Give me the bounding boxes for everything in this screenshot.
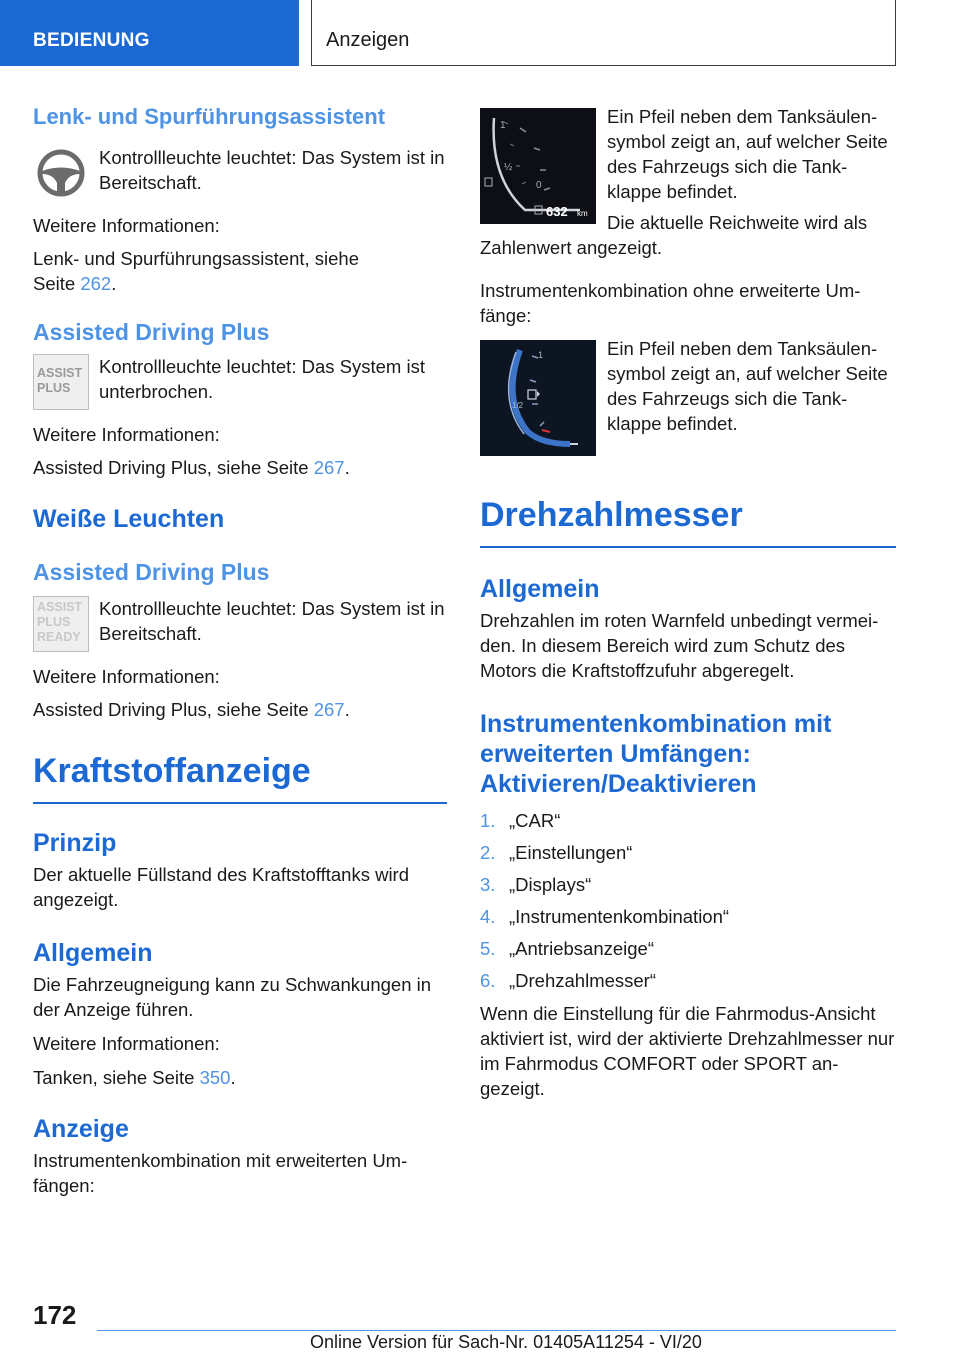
fuel-std-half-mark: 1/2 [512, 401, 524, 410]
prinzip-text: Der aktuelle Füllstand des Kraftstofftanks wird angezeigt. [33, 864, 409, 910]
list-item: 4. „Instrumentenkombination“ [480, 906, 730, 927]
img1-description: Ein Pfeil neben dem Tanksäulen‐symbol zeigt an, auf welcher Seite des Fahrzeugs sich die Tank‐klappe befindet. [607, 106, 888, 202]
assist-1-icon-line1: ASSIST [37, 366, 83, 380]
list-item: 2. „Einstellungen“ [480, 842, 633, 863]
img2-description: Ein Pfeil neben dem Tanksäulen‐symbol zeigt an, auf welcher Seite des Fahrzeugs sich die Tank‐klappe befindet. [607, 338, 888, 434]
assist-2-more-info: Weitere Informationen: [33, 666, 220, 687]
list-item: 1. „CAR“ [480, 810, 561, 831]
assist-2-icon-line1: ASSIST [37, 600, 83, 614]
fuel-empty-mark: 0 [536, 180, 542, 191]
lenk-indicator-row [33, 145, 447, 201]
steps-list [480, 805, 896, 997]
page-header [0, 0, 960, 66]
assist-2-page-link[interactable]: 267 [313, 699, 345, 720]
allgemein-left-text: Die Fahrzeugneigung kann zu Schwankungen in der Anzeige führen. [33, 974, 432, 1020]
heading-fuel-gauge: Kraftstoffanzeige [33, 750, 447, 804]
assist-1-page-link[interactable]: 267 [313, 457, 345, 478]
right-column [480, 100, 896, 1101]
lenk-more-info: Weitere Informationen: [33, 215, 220, 236]
heading-assist-1: Assisted Driving Plus [33, 319, 270, 345]
assist-2-icon-line2: PLUS [37, 615, 71, 629]
allgemein-left-ref-text: Tanken, siehe Seite [33, 1067, 200, 1088]
list-item: 3. „Displays“ [480, 874, 592, 895]
heading-instr-activate: Instrumentenkombination mit erweiterten Umfängen: Aktivieren/Deaktivieren [480, 710, 832, 798]
assist-1-icon-line2: PLUS [37, 381, 71, 395]
heading-lenk: Lenk- und Spurführungsassistent [33, 104, 386, 129]
fuel-range-value: 632 [546, 204, 568, 219]
section-tab: BEDIENUNG [0, 0, 299, 66]
fuel-half-mark: ½ [504, 162, 513, 173]
fuel-std-full-mark: 1 [538, 350, 544, 360]
heading-prinzip: Prinzip [33, 829, 117, 857]
tanken-page-link[interactable]: 350 [199, 1067, 231, 1088]
img1-range-description: Die aktuelle Reichweite wird als Zahlenwert angezeigt. [480, 212, 868, 258]
heading-drehzahlmesser: Drehzahlmesser [480, 494, 896, 548]
allgemein-left-reference: Tanken, siehe Seite 350. [33, 1067, 236, 1088]
allgemein-left-more-info: Weitere Informationen: [33, 1033, 220, 1054]
lenk-indicator-text: Kontrollleuchte leuchtet: Das System ist in Bereitschaft. [99, 147, 445, 193]
online-version-text: Online Version für Sach-Nr. 01405A11254 - VI/20 [310, 1332, 702, 1352]
list-item: 5. „Antriebsanzeige“ [480, 938, 654, 959]
lenk-reference: Lenk- und Spurführungsassistent, siehe Seite 262. [33, 248, 360, 294]
heading-assist-2: Assisted Driving Plus [33, 559, 270, 585]
assist-1-ref-text: Assisted Driving Plus, siehe Seite [33, 457, 314, 478]
fuel-gauge-extended-image [480, 108, 596, 224]
assist-2-reference: Assisted Driving Plus, siehe Seite 267. [33, 699, 350, 720]
fuel-display-extended [480, 104, 896, 260]
page-number: 172 [33, 1300, 77, 1330]
left-column [33, 100, 447, 1198]
fuel-gauge-standard-image [480, 340, 596, 456]
heading-anzeige: Anzeige [33, 1115, 129, 1143]
heading-allgemein-right: Allgemein [480, 575, 600, 603]
assist-1-reference: Assisted Driving Plus, siehe Seite 267. [33, 457, 350, 478]
heading-white-lights: Weiße Leuchten [33, 505, 225, 533]
steering-wheel-icon [33, 145, 89, 201]
fuel-full-mark: 1 [500, 120, 506, 131]
assist-plus-ready-icon [33, 596, 89, 652]
assist-2-icon-line3: READY [37, 630, 81, 644]
fuel-range-unit: km [577, 209, 588, 218]
assist-2-ref-text: Assisted Driving Plus, siehe Seite [33, 699, 314, 720]
lenk-ref-text: Lenk- und Spurführungsassistent, siehe Seite [33, 248, 360, 294]
heading-allgemein-left: Allgemein [33, 939, 153, 967]
list-item: 6. „Drehzahlmesser“ [480, 970, 657, 991]
chapter-title: Anzeigen [311, 0, 896, 66]
anzeige-text: Instrumentenkombination mit erweiterten Um‐fängen: [33, 1150, 408, 1196]
assist-1-indicator-text: Kontrollleuchte leuchtet: Das System ist unterbrochen. [99, 356, 425, 402]
assist-2-indicator-row [33, 596, 447, 652]
fuel-display-standard [480, 336, 896, 460]
assist-plus-icon [33, 354, 89, 410]
ohne-text: Instrumentenkombination ohne erweiterte Um‐fänge: [480, 280, 861, 326]
footer-divider [97, 1330, 896, 1331]
lenk-page-link[interactable]: 262 [80, 273, 112, 294]
assist-2-indicator-text: Kontrollleuchte leuchtet: Das System ist in Bereitschaft. [99, 598, 445, 644]
assist-1-more-info: Weitere Informationen: [33, 424, 220, 445]
allgemein-right-text: Drehzahlen im roten Warnfeld unbedingt vermei‐den. In diesem Bereich wird zum Schutz des Motors die Kraftstoffzufuhr abgeregelt. [480, 610, 879, 681]
final-note: Wenn die Einstellung für die Fahrmodus-Ansicht aktiviert ist, wird der aktivierte Drehzahlmesser nur im Fahrmodus COMFORT oder SPORT an‐gezeigt. [480, 1003, 895, 1099]
assist-1-indicator-row [33, 354, 447, 410]
